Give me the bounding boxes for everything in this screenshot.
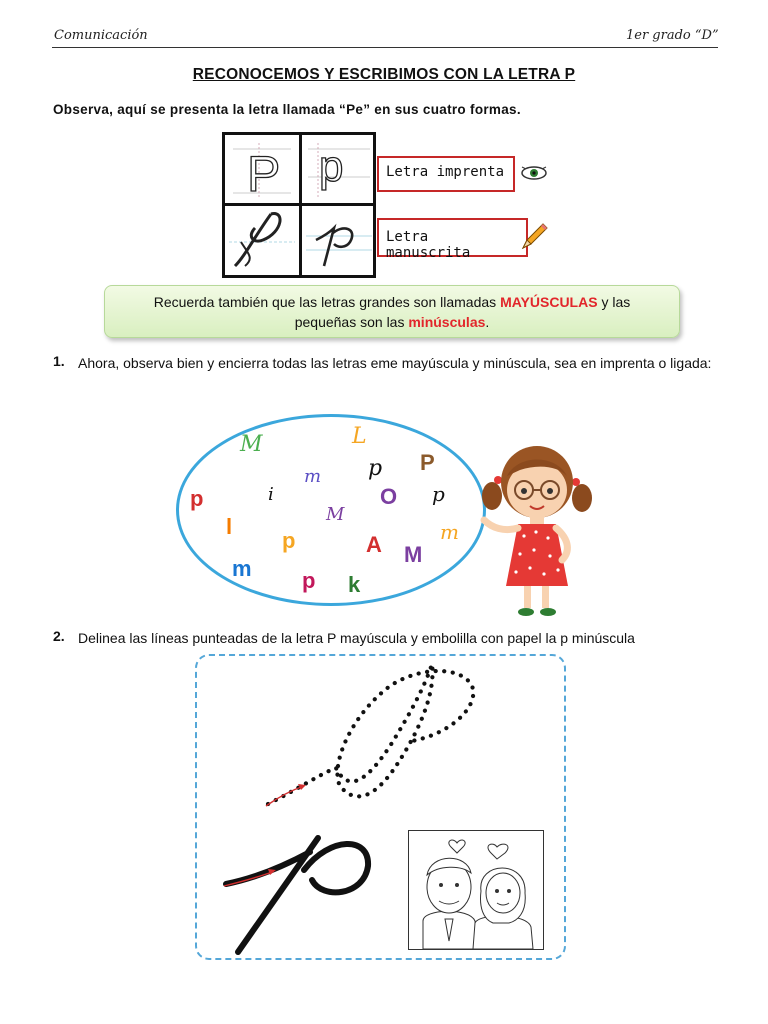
pencil-icon — [519, 222, 549, 252]
oval-letter: p — [282, 528, 296, 553]
oval-letter: m — [232, 556, 252, 581]
eye-icon — [520, 163, 548, 183]
page-title: RECONOCEMOS Y ESCRIBIMOS CON LA LETRA P — [192, 66, 576, 83]
svg-text:p: p — [319, 142, 344, 191]
note-text-2: y las — [597, 294, 631, 310]
note-text-4: . — [485, 314, 490, 330]
oval-letter: m — [440, 520, 459, 544]
oval-letter: p — [432, 482, 445, 506]
note-text-3: pequeñas son las — [294, 314, 409, 330]
oval-letter: P — [420, 450, 435, 475]
cursive-upper-cell — [225, 206, 299, 274]
svg-text:P: P — [247, 146, 281, 202]
grade-header: 1er grado “D” — [626, 28, 719, 43]
note-uppercase-word: MAYÚSCULAS — [500, 294, 598, 310]
oval-letter: k — [348, 572, 361, 597]
print-upper-cell — [225, 135, 299, 203]
oval-letter: m — [304, 466, 322, 487]
oval-letter: p — [302, 568, 316, 593]
question1-text: Ahora, observa bien y encierra todas las letras eme mayúscula y minúscula, sea en imprenta o ligada: — [78, 355, 712, 371]
question2-text: Delinea las líneas punteadas de la letra P mayúscula y embolilla con papel la p minúscula — [78, 630, 635, 646]
question1-number: 1. — [53, 353, 65, 369]
print-label: Letra imprenta — [377, 156, 515, 192]
header-divider — [52, 47, 718, 48]
question2-number: 2. — [53, 628, 65, 644]
oval-letter: A — [366, 532, 382, 557]
oval-letter: O — [380, 484, 398, 509]
letters-oval — [176, 414, 486, 606]
oval-letter: p — [190, 486, 204, 511]
cursive-lower-cell — [302, 206, 376, 274]
subject-header: Comunicación — [54, 28, 148, 43]
print-lower-cell — [302, 135, 376, 203]
reminder-note — [104, 285, 680, 338]
oval-letter: M — [404, 542, 423, 567]
letter-grid — [222, 132, 376, 278]
coloring-picture — [408, 830, 544, 950]
oval-letter: p — [368, 456, 383, 481]
oval-letter: L — [352, 424, 367, 449]
oval-letter: i — [268, 484, 274, 505]
note-text-1: Recuerda también que las letras grandes son llamadas — [153, 294, 501, 310]
girl-illustration — [478, 436, 598, 618]
cursive-label: Letra manuscrita — [377, 218, 528, 257]
note-lowercase-word: minúsculas — [408, 314, 486, 330]
oval-letter: M — [326, 504, 345, 525]
oval-letter: l — [226, 514, 233, 539]
family-drawing — [409, 831, 543, 949]
oval-letter: M — [240, 432, 263, 457]
intro-text: Observa, aquí se presenta la letra llamada “Pe” en sus cuatro formas. — [53, 102, 521, 117]
